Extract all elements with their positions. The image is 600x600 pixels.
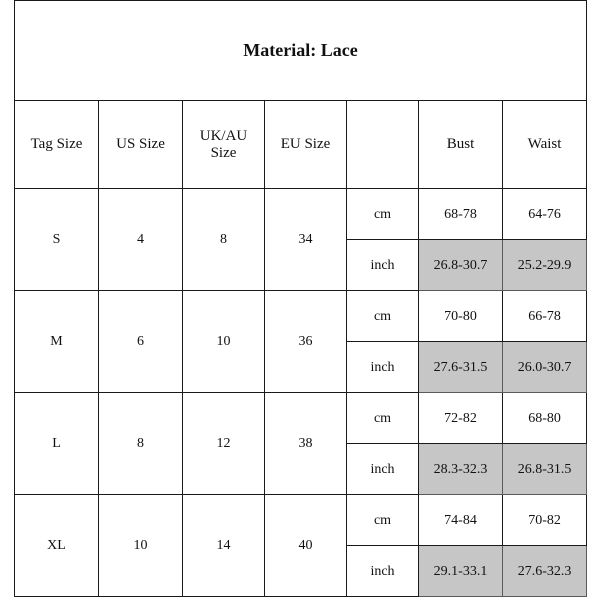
unit-cm-cell: cm: [347, 495, 419, 546]
ukau-size-cell: 10: [183, 291, 265, 393]
bust-cm-cell: 68-78: [419, 189, 503, 240]
header-ukau-line1: UK/AU: [199, 127, 248, 144]
table-row: [15, 291, 587, 342]
bust-inch-cell: 29.1-33.1: [419, 546, 503, 597]
unit-inch-cell: inch: [347, 546, 419, 597]
size-table: [14, 0, 587, 597]
us-size-cell: 4: [99, 189, 183, 291]
waist-inch-cell: 26.0-30.7: [503, 342, 587, 393]
unit-inch-cell: inch: [347, 444, 419, 495]
bust-cm-cell: 72-82: [419, 393, 503, 444]
header-eu-size: EU Size: [265, 101, 347, 189]
waist-cm-cell: 70-82: [503, 495, 587, 546]
ukau-size-cell: 8: [183, 189, 265, 291]
header-row: [15, 101, 587, 189]
us-size-cell: 8: [99, 393, 183, 495]
unit-inch-cell: inch: [347, 240, 419, 291]
bust-inch-cell: 27.6-31.5: [419, 342, 503, 393]
bust-cm-cell: 70-80: [419, 291, 503, 342]
unit-cm-cell: cm: [347, 393, 419, 444]
unit-cm-cell: cm: [347, 189, 419, 240]
header-unit: [347, 101, 419, 189]
tag-size-cell: M: [15, 291, 99, 393]
waist-cm-cell: 64-76: [503, 189, 587, 240]
tag-size-cell: L: [15, 393, 99, 495]
waist-inch-cell: 25.2-29.9: [503, 240, 587, 291]
waist-inch-cell: 27.6-32.3: [503, 546, 587, 597]
header-ukau-line2: Size: [210, 144, 237, 161]
table-title: Material: Lace: [15, 1, 587, 101]
header-waist: Waist: [503, 101, 587, 189]
us-size-cell: 6: [99, 291, 183, 393]
bust-inch-cell: 26.8-30.7: [419, 240, 503, 291]
waist-inch-cell: 26.8-31.5: [503, 444, 587, 495]
table-row: [15, 189, 587, 240]
ukau-size-cell: 14: [183, 495, 265, 597]
waist-cm-cell: 68-80: [503, 393, 587, 444]
unit-cm-cell: cm: [347, 291, 419, 342]
eu-size-cell: 40: [265, 495, 347, 597]
size-chart: [14, 0, 586, 600]
bust-cm-cell: 74-84: [419, 495, 503, 546]
table-row: [15, 393, 587, 444]
eu-size-cell: 34: [265, 189, 347, 291]
table-row: [15, 495, 587, 546]
us-size-cell: 10: [99, 495, 183, 597]
header-ukau-size: [183, 101, 265, 189]
tag-size-cell: S: [15, 189, 99, 291]
eu-size-cell: 36: [265, 291, 347, 393]
header-tag-size: Tag Size: [15, 101, 99, 189]
header-bust: Bust: [419, 101, 503, 189]
eu-size-cell: 38: [265, 393, 347, 495]
bust-inch-cell: 28.3-32.3: [419, 444, 503, 495]
ukau-size-cell: 12: [183, 393, 265, 495]
header-us-size: US Size: [99, 101, 183, 189]
waist-cm-cell: 66-78: [503, 291, 587, 342]
unit-inch-cell: inch: [347, 342, 419, 393]
tag-size-cell: XL: [15, 495, 99, 597]
